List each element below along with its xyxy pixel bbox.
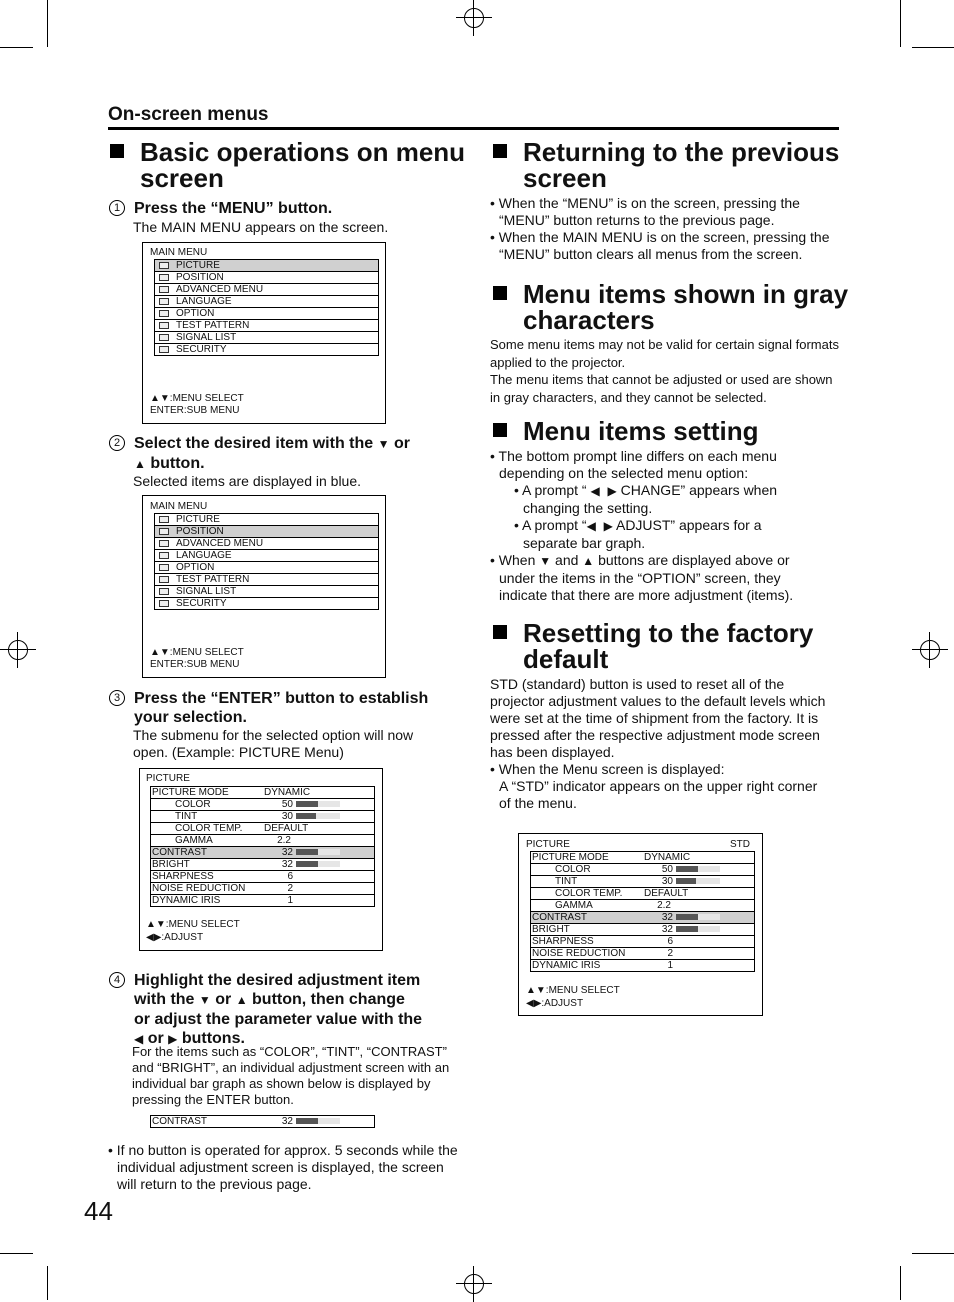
menu-item[interactable]: PICTURE <box>155 514 378 526</box>
heading-square-icon <box>493 144 507 158</box>
row-value: 30 <box>661 876 673 887</box>
right-arrow-icon: ▶ <box>603 519 613 533</box>
menu-setting-text: • The bottom prompt line differs on each menu depending on the selected menu option: • A prompt “ ◀ ▶ CHANGE” appears when changing the setting. • A prompt “◀ ▶ ADJUST” appears for a separate bar graph. • When ▼ and ▲ buttons are displayed above or under the items in the “OPTION” screen, they indicate that there are more adjustment (items). <box>490 448 794 603</box>
step-number: 2 <box>109 435 125 451</box>
reset-text: STD (standard) button is used to reset all of the projector adjustment values to the default levels which were set at the time of shipment from the factory. It is pressed after the respective adjustment mode screen has been displayed. • When the Menu screen is displayed: A “STD” indicator appears on the upper right corner of the menu. <box>490 676 826 811</box>
step-4: 4 Highlight the desired adjustment item with the ▼ or ▲ button, then change or adjust the parameter value with the ◀ or ▶ buttons. <box>109 971 459 1049</box>
hint-sub-menu: ENTER:SUB MENU <box>150 659 240 670</box>
menu-item[interactable]: TEST PATTERN <box>155 320 378 332</box>
bar-graph <box>676 878 720 884</box>
picture-menu-row[interactable] <box>151 835 374 847</box>
step-3: 3 Press the “ENTER” button to establish your selection. <box>109 689 459 727</box>
down-arrow-icon: ▼ <box>539 554 552 568</box>
picture-menu-row[interactable] <box>531 888 754 900</box>
step-3-note-line: The submenu for the selected option will now <box>133 727 414 743</box>
row-value: 1 <box>287 895 293 906</box>
row-value: 50 <box>661 864 673 875</box>
registration-mark <box>456 1266 492 1302</box>
row-value: 32 <box>281 847 293 858</box>
row-value: 32 <box>661 912 673 923</box>
bar-graph <box>676 926 720 932</box>
menu-item[interactable]: SECURITY <box>155 598 378 609</box>
menu-item[interactable]: POSITION <box>155 526 378 538</box>
picture-menu-row[interactable] <box>531 936 754 948</box>
row-label: COLOR TEMP. <box>175 823 243 834</box>
picture-menu-row[interactable] <box>531 912 754 924</box>
bar-graph <box>296 861 340 867</box>
heading-square-icon <box>493 423 507 437</box>
row-label: DYNAMIC IRIS <box>532 960 601 971</box>
main-menu-list <box>154 513 379 610</box>
up-arrow-icon: ▲ <box>134 457 146 471</box>
menu-item[interactable]: SECURITY <box>155 344 378 355</box>
menu-item[interactable]: TEST PATTERN <box>155 574 378 586</box>
picture-menu-row[interactable] <box>531 900 754 912</box>
test-pattern-icon <box>159 576 169 583</box>
left-arrow-icon: ◀ <box>590 484 600 498</box>
row-label: SHARPNESS <box>152 871 214 882</box>
advanced-menu-icon <box>159 540 169 547</box>
adjustment-row[interactable]: CONTRAST 32 <box>151 1116 374 1127</box>
position-icon <box>159 528 169 535</box>
picture-icon <box>159 516 169 523</box>
picture-menu-row[interactable] <box>151 787 374 799</box>
security-icon <box>159 346 169 353</box>
picture-menu-row[interactable] <box>151 859 374 871</box>
picture-menu-row[interactable] <box>151 811 374 823</box>
picture-menu-row[interactable] <box>531 864 754 876</box>
section-title: On-screen menus <box>108 104 269 125</box>
picture-menu-row[interactable] <box>531 852 754 864</box>
row-value: 2.2 <box>657 900 671 911</box>
menu-item[interactable]: ADVANCED MENU <box>155 284 378 296</box>
row-label: BRIGHT <box>152 859 190 870</box>
language-icon <box>159 298 169 305</box>
menu-item[interactable]: SIGNAL LIST <box>155 332 378 344</box>
row-label: TINT <box>555 876 578 887</box>
up-arrow-icon: ▲ <box>582 554 595 568</box>
left-arrow-icon: ◀ <box>586 519 596 533</box>
menu-item[interactable]: LANGUAGE <box>155 550 378 562</box>
menu-item[interactable]: ADVANCED MENU <box>155 538 378 550</box>
step-1-note: The MAIN MENU appears on the screen. <box>133 219 389 235</box>
std-indicator: STD <box>730 839 750 850</box>
menu-item[interactable]: LANGUAGE <box>155 296 378 308</box>
picture-menu-row[interactable] <box>151 799 374 811</box>
row-value: 2 <box>287 883 293 894</box>
row-value: 32 <box>281 859 293 870</box>
page-number: 44 <box>84 1196 113 1226</box>
registration-mark <box>456 0 492 36</box>
crop-mark <box>47 1266 48 1300</box>
signal-list-icon <box>159 588 169 595</box>
picture-menu-row[interactable] <box>151 847 374 859</box>
row-value: 30 <box>281 811 293 822</box>
picture-menu-screen-std <box>518 833 763 1016</box>
picture-menu-row[interactable] <box>151 883 374 895</box>
hint-sub-menu: ENTER:SUB MENU <box>150 405 240 416</box>
main-menu-screen-2 <box>142 495 386 678</box>
bar-graph <box>296 801 340 807</box>
bar-graph <box>296 849 340 855</box>
row-value: 32 <box>661 924 673 935</box>
picture-menu-row[interactable] <box>531 948 754 960</box>
menu-title: MAIN MENU <box>150 501 208 512</box>
position-icon <box>159 274 169 281</box>
gray-items-text: Some menu items may not be valid for certain signal formats applied to the projector. The menu items that cannot be adjusted or used are shown in gray characters, and they cannot be selected. <box>490 337 839 405</box>
crop-mark <box>900 1266 901 1300</box>
advanced-menu-icon <box>159 286 169 293</box>
crop-mark <box>47 0 48 47</box>
row-label: COLOR <box>555 864 591 875</box>
step-1: 1 Press the “MENU” button. <box>109 199 459 218</box>
main-menu-list <box>154 259 379 356</box>
test-pattern-icon <box>159 322 169 329</box>
row-value: 6 <box>287 871 293 882</box>
crop-mark <box>900 0 901 47</box>
registration-mark <box>0 632 36 668</box>
menu-item[interactable]: POSITION <box>155 272 378 284</box>
row-label: NOISE REDUCTION <box>152 883 246 894</box>
step-3-note-line: open. (Example: PICTURE Menu) <box>133 744 344 760</box>
crop-mark <box>0 47 33 48</box>
row-value: 2.2 <box>277 835 291 846</box>
step-2-note: Selected items are displayed in blue. <box>133 473 362 489</box>
row-label: GAMMA <box>555 900 593 911</box>
individual-adjustment-bar <box>150 1115 375 1128</box>
option-icon <box>159 310 169 317</box>
hint-menu-select: ▲▼:MENU SELECT <box>526 985 620 996</box>
crop-mark <box>912 1253 954 1254</box>
row-value: 50 <box>281 799 293 810</box>
hint-adjust: ◀▶:ADJUST <box>526 998 584 1009</box>
row-label: CONTRAST <box>152 847 207 858</box>
row-label: NOISE REDUCTION <box>532 948 626 959</box>
row-label: GAMMA <box>175 835 213 846</box>
bar-graph <box>676 914 720 920</box>
right-arrow-icon: ▶ <box>168 1032 178 1046</box>
row-value: DYNAMIC <box>644 852 691 863</box>
main-menu-screen-1 <box>142 242 386 424</box>
picture-menu-list <box>530 851 755 972</box>
hint-menu-select: ▲▼:MENU SELECT <box>146 919 240 930</box>
left-arrow-icon: ◀ <box>134 1032 144 1046</box>
row-label: CONTRAST <box>532 912 587 923</box>
menu-item[interactable]: SIGNAL LIST <box>155 586 378 598</box>
row-value: 1 <box>667 960 673 971</box>
step-4-note: For the items such as “COLOR”, “TINT”, “CONTRAST” and “BRIGHT”, an individual adjustment screen with an individual bar graph as shown below is displayed by pressing the ENTER button. <box>132 1044 450 1107</box>
heading-menu-setting: Menu items setting <box>493 418 853 444</box>
row-value: DYNAMIC <box>264 787 311 798</box>
row-value: 6 <box>667 936 673 947</box>
step-number: 4 <box>109 972 125 988</box>
hint-adjust: ◀▶:ADJUST <box>146 932 204 943</box>
picture-menu-row[interactable] <box>531 924 754 936</box>
picture-menu-row[interactable] <box>151 895 374 906</box>
hint-menu-select: ▲▼:MENU SELECT <box>150 647 244 658</box>
row-label: PICTURE MODE <box>532 852 609 863</box>
final-note: • If no button is operated for approx. 5 seconds while the individual adjustment screen is displayed, the screen will return to the previous page. <box>108 1142 458 1192</box>
returning-text: • When the “MENU” is on the screen, pressing the “MENU” button returns to the previous page. • When the MAIN MENU is on the screen, pressing the “MENU” button clears all menus from the screen. <box>490 195 830 262</box>
menu-item[interactable]: OPTION <box>155 562 378 574</box>
language-icon <box>159 552 169 559</box>
signal-list-icon <box>159 334 169 341</box>
picture-menu-row[interactable] <box>151 871 374 883</box>
menu-title: PICTURE <box>526 839 570 850</box>
crop-mark <box>912 47 954 48</box>
step-2: 2 Select the desired item with the ▼ or ▲ button. <box>109 434 459 474</box>
row-label: COLOR <box>175 799 211 810</box>
row-label: PICTURE MODE <box>152 787 229 798</box>
heading-returning: Returning to the previous screen <box>493 139 853 191</box>
row-value: DEFAULT <box>644 888 689 899</box>
up-arrow-icon: ▲ <box>235 993 248 1007</box>
step-number: 3 <box>109 690 125 706</box>
bar-graph <box>296 813 340 819</box>
picture-menu-row[interactable] <box>531 960 754 971</box>
picture-menu-screen <box>139 768 383 951</box>
menu-item[interactable]: OPTION <box>155 308 378 320</box>
picture-menu-list <box>150 786 375 907</box>
security-icon <box>159 600 169 607</box>
row-value: 2 <box>667 948 673 959</box>
row-label: COLOR TEMP. <box>555 888 623 899</box>
row-label: BRIGHT <box>532 924 570 935</box>
bar-graph <box>296 1118 340 1124</box>
down-arrow-icon: ▼ <box>198 993 211 1007</box>
heading-square-icon <box>110 144 124 158</box>
section-rule <box>108 127 839 130</box>
down-arrow-icon: ▼ <box>377 437 390 451</box>
heading-square-icon <box>493 625 507 639</box>
heading-gray-items: Menu items shown in gray characters <box>493 281 853 333</box>
heading-square-icon <box>493 286 507 300</box>
row-label: TINT <box>175 811 198 822</box>
picture-icon <box>159 262 169 269</box>
heading-basic-operations: Basic operations on menu screen <box>110 139 470 191</box>
option-icon <box>159 564 169 571</box>
row-label: DYNAMIC IRIS <box>152 895 221 906</box>
step-number: 1 <box>109 200 125 216</box>
right-arrow-icon: ▶ <box>607 484 617 498</box>
picture-menu-row[interactable] <box>151 823 374 835</box>
crop-mark <box>0 1253 33 1254</box>
menu-title: MAIN MENU <box>150 247 208 258</box>
menu-item[interactable]: PICTURE <box>155 260 378 272</box>
registration-mark <box>912 632 948 668</box>
menu-title: PICTURE <box>146 773 190 784</box>
heading-reset: Resetting to the factory default <box>493 620 853 672</box>
hint-menu-select: ▲▼:MENU SELECT <box>150 393 244 404</box>
row-label: SHARPNESS <box>532 936 594 947</box>
row-value: DEFAULT <box>264 823 309 834</box>
picture-menu-row[interactable] <box>531 876 754 888</box>
bar-graph <box>676 866 720 872</box>
